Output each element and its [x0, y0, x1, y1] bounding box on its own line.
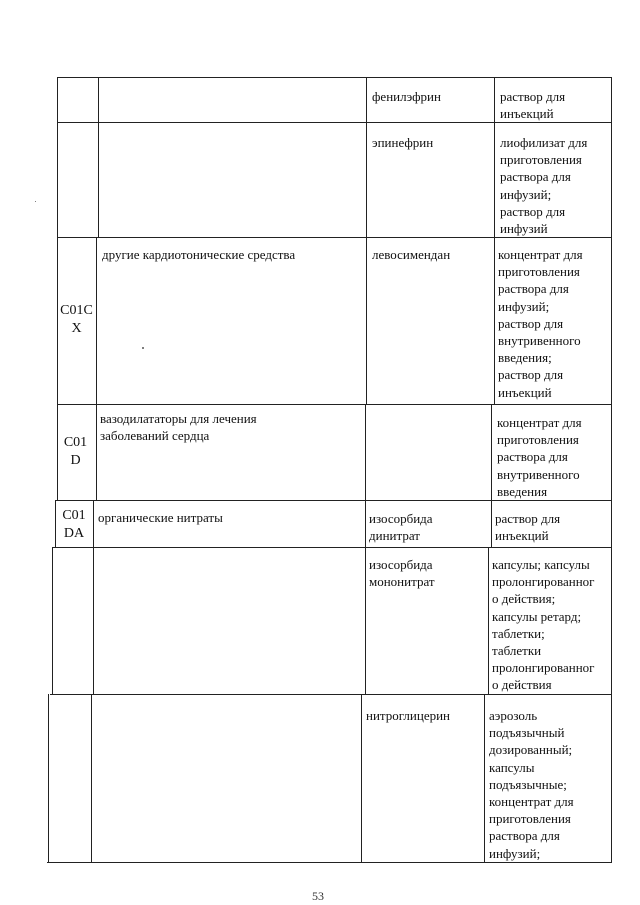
group-cell: органические нитраты: [98, 510, 223, 525]
table-rule: [52, 547, 53, 694]
scan-speck: [35, 201, 36, 202]
table-rule: [93, 500, 94, 694]
table-rule: [57, 77, 611, 78]
form-cell: раствор для инъекций: [500, 89, 566, 122]
form-cell: концентрат для приготовления раствора для внутривенного введения: [497, 415, 582, 499]
table-rule: [96, 237, 97, 500]
table-rule: [365, 404, 366, 694]
table-rule: [47, 862, 612, 863]
substance-cell: изосорбида динитрат: [369, 511, 433, 544]
table-rule: [484, 694, 485, 862]
atc-code-cell: C01 D: [63, 435, 88, 468]
form-cell: концентрат для приготовления раствора для инфузий; раствор для внутривенного введения; раствор для инъекций: [498, 247, 583, 400]
table-rule: [50, 694, 612, 695]
substance-cell: левосимендан: [372, 247, 451, 262]
table-rule: [488, 547, 489, 694]
table-rule: [57, 404, 611, 405]
table-rule: [91, 694, 92, 862]
substance-cell: фенилэфрин: [372, 89, 441, 104]
table-rule: [53, 547, 612, 548]
form-cell: лиофилизат для приготовления раствора для инфузий; раствор для инфузий: [500, 135, 588, 237]
group-cell: другие кардиотонические средства: [102, 247, 296, 262]
form-cell: раствор для инъекций: [495, 511, 561, 544]
table-rule: [494, 77, 495, 404]
form-cell: аэрозоль подъязычный дозированный; капсулы подъязычные; концентрат для приготовления раствора для инфузий;: [489, 708, 574, 861]
atc-code-cell: C01 DA: [62, 508, 86, 541]
table-rule: [366, 77, 367, 404]
table-rule: [55, 500, 611, 501]
substance-cell: эпинефрин: [372, 135, 434, 150]
scan-speck: [142, 347, 144, 349]
page-number: 53: [312, 889, 324, 903]
atc-code-cell: C01C X: [60, 303, 93, 336]
substance-cell: изосорбида мононитрат: [369, 557, 435, 590]
form-cell: капсулы; капсулы пролонгированног о действия; капсулы ретард; таблетки; таблетки пролонгированног о действия: [492, 557, 595, 693]
group-cell: вазодилататоры для лечения заболеваний сердца: [100, 411, 257, 444]
table-rule: [98, 77, 99, 237]
table-rule: [611, 77, 612, 862]
substance-cell: нитроглицерин: [366, 708, 451, 723]
table-rule: [48, 694, 49, 862]
table-rule: [361, 694, 362, 862]
table-rule: [491, 404, 492, 547]
